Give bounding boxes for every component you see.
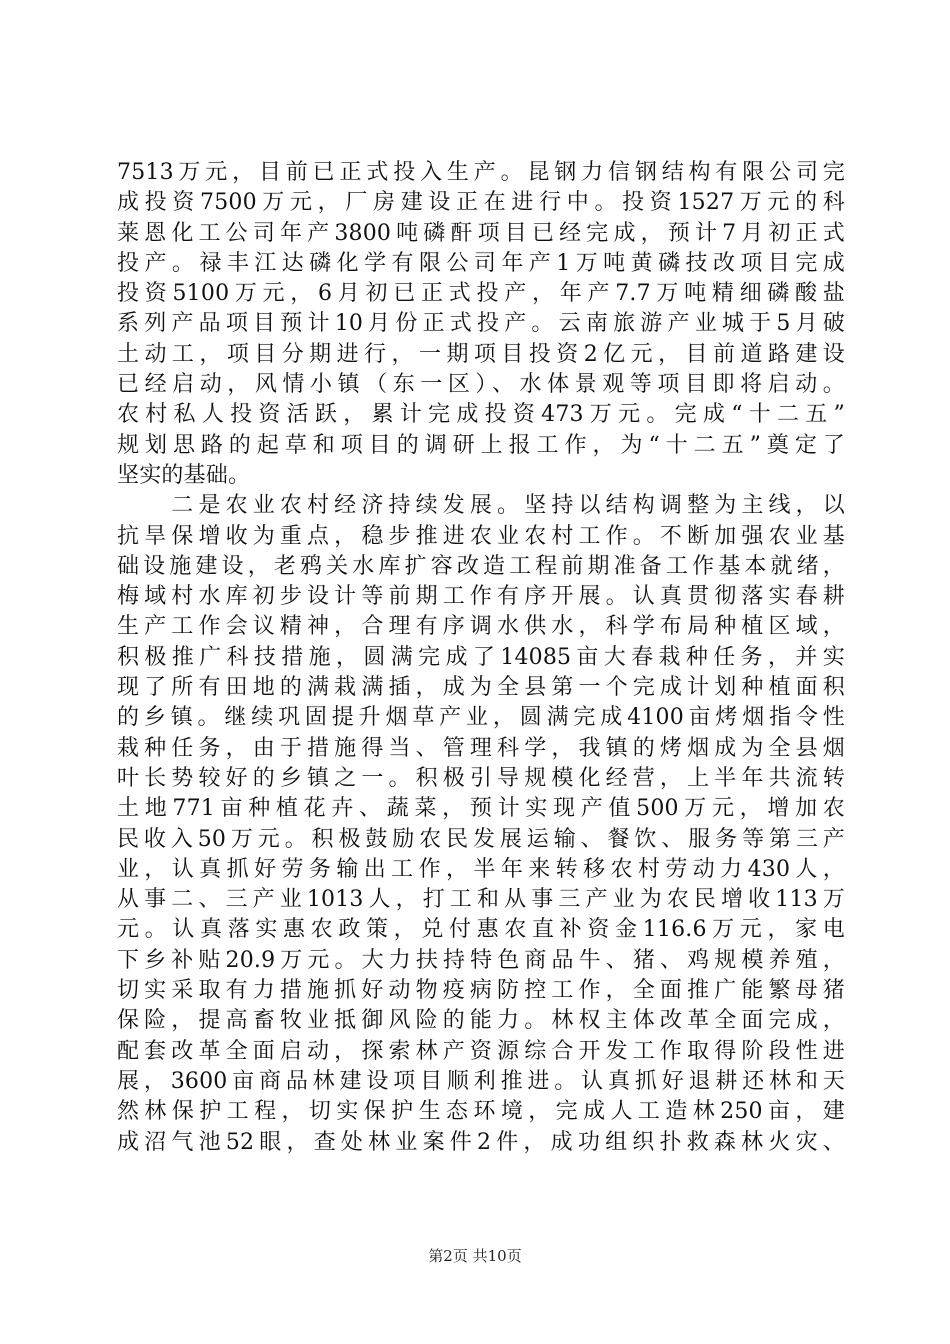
text-line: 然林保护工程，切实保护生态环境，完成人工造林250亩，建	[117, 1099, 845, 1125]
text-line: 投资5100万元，6月初已正式投产，年产7.7万吨精细磷酸盐	[117, 281, 845, 307]
text-line: 叶长势较好的乡镇之一。积极引导规模化经营，上半年共流转	[117, 765, 845, 791]
text-line: 莱恩化工公司年产3800吨磷酐项目已经完成，预计7月初正式	[117, 220, 845, 246]
text-line: 元。认真落实惠农政策，兑付惠农直补资金116.6万元，家电	[117, 917, 845, 943]
text-line: 土动工，项目分期进行，一期项目投资2亿元，目前道路建设	[117, 341, 845, 367]
text-line: 配套改革全面启动，探索林产资源综合开发工作取得阶段性进	[117, 1038, 845, 1064]
text-line: 的乡镇。继续巩固提升烟草产业，圆满完成4100亩烤烟指令性	[117, 705, 845, 731]
text-line: 系列产品项目预计10月份正式投产。云南旅游产业城于5月破	[117, 311, 845, 337]
text-line: 二是农业农村经济持续发展。坚持以结构调整为主线，以	[117, 493, 845, 519]
text-line: 坚实的基础。	[117, 462, 251, 488]
text-line: 切实采取有力措施抓好动物疫病防控工作，全面推广能繁母猪	[117, 978, 845, 1004]
text-line: 7513万元，目前已正式投入生产。昆钢力信钢结构有限公司完	[117, 160, 845, 185]
text-line: 土地771亩种植花卉、蔬菜，预计实现产值500万元，增加农	[117, 796, 845, 822]
text-line: 础设施建设，老鸦关水库扩容改造工程前期准备工作基本就绪，	[117, 553, 845, 579]
text-line: 民收入50万元。积极鼓励农民发展运输、餐饮、服务等第三产	[117, 826, 845, 852]
text-line: 生产工作会议精神，合理有序调水供水，科学布局种植区域，	[117, 614, 845, 640]
text-line: 保险，提高畜牧业抵御风险的能力。林权主体改革全面完成，	[117, 1008, 845, 1034]
text-line: 成投资7500万元，厂房建设正在进行中。投资1527万元的科	[117, 190, 845, 216]
text-line: 下乡补贴20.9万元。大力扶持特色商品牛、猪、鸡规模养殖，	[117, 947, 845, 973]
text-line: 农村私人投资活跃，累计完成投资473万元。完成“十二五”	[117, 402, 845, 428]
page-footer: 第2页 共10页	[428, 1247, 522, 1265]
text-line: 积极推广科技措施，圆满完成了14085亩大春栽种任务，并实	[117, 644, 845, 670]
text-line: 抗旱保增收为重点，稳步推进农业农村工作。不断加强农业基	[117, 523, 845, 549]
text-line: 梅域村水库初步设计等前期工作有序开展。认真贯彻落实春耕	[117, 584, 845, 610]
text-line: 已经启动，风情小镇（东一区）、水体景观等项目即将启动。	[117, 372, 845, 398]
text-line: 投产。禄丰江达磷化学有限公司年产1万吨黄磷技改项目完成	[117, 250, 845, 276]
text-line: 现了所有田地的满栽满插，成为全县第一个完成计划种植面积	[117, 675, 845, 701]
text-line: 规划思路的起草和项目的调研上报工作，为“十二五”奠定了	[117, 432, 845, 458]
text-line: 展，3600亩商品林建设项目顺利推进。认真抓好退耕还林和天	[117, 1068, 845, 1094]
text-line: 从事二、三产业1013人，打工和从事三产业为农民增收113万	[117, 887, 845, 913]
body-text	[117, 158, 845, 1158]
text-line: 成沼气池52眼，查处林业案件2件，成功组织扑救森林火灾、	[117, 1129, 845, 1155]
text-line: 业，认真抓好劳务输出工作，半年来转移农村劳动力430人，	[117, 856, 845, 882]
text-line: 栽种任务，由于措施得当、管理科学，我镇的烤烟成为全县烟	[117, 735, 845, 761]
